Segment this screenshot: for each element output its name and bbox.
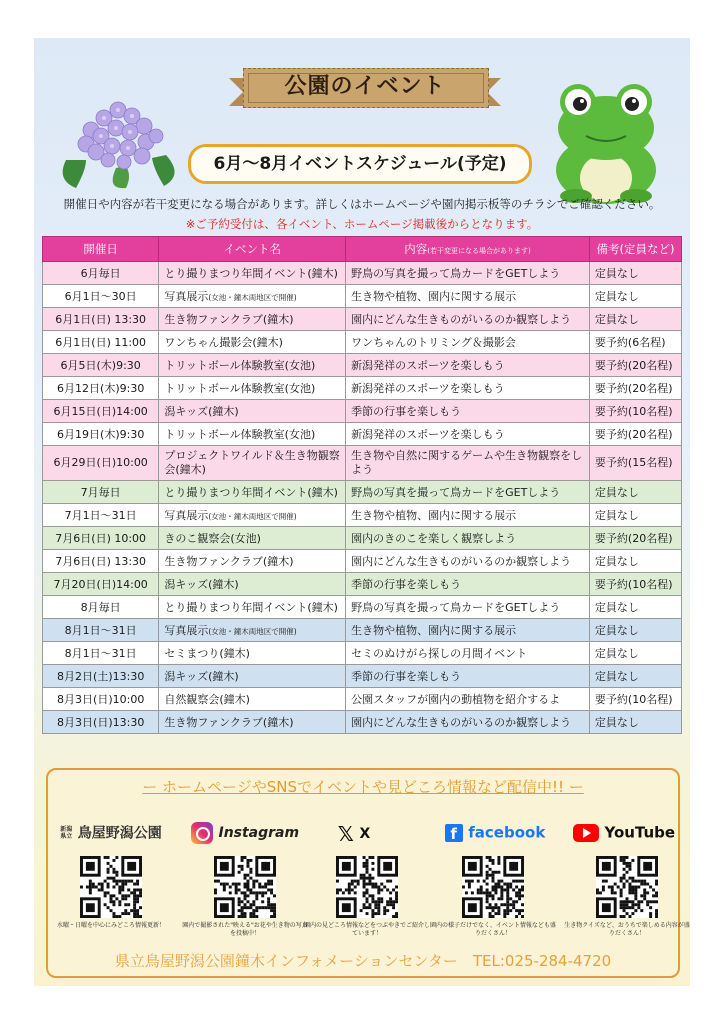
cell-date: 6月毎日 <box>43 262 159 285</box>
table-row <box>43 619 682 642</box>
cell-date: 8月1日～31日 <box>43 619 159 642</box>
table-row <box>43 354 682 377</box>
table-row <box>43 262 682 285</box>
cell-content: 新潟発祥のスポーツを楽しもう <box>346 354 590 377</box>
table-row <box>43 550 682 573</box>
cell-event: 写真展示(女池・鐘木両地区で開催) <box>159 619 346 642</box>
caption-facebook: 園内の様子だけでなく、イベント情報なども盛りだくさん！ <box>430 922 556 937</box>
cell-event: きのこ観察会(女池) <box>159 527 346 550</box>
cell-date: 8月3日(日)13:30 <box>43 711 159 734</box>
cell-date: 7月20日(日)14:00 <box>43 573 159 596</box>
cell-content: 季節の行事を楽しもう <box>346 665 590 688</box>
park-name: 鳥屋野潟公園 <box>77 825 162 842</box>
cell-date: 8月3日(日)10:00 <box>43 688 159 711</box>
cell-note: 定員なし <box>589 308 681 331</box>
cell-date: 8月1日～31日 <box>43 642 159 665</box>
table-row <box>43 285 682 308</box>
cell-event: 生き物ファンクラブ(鐘木) <box>159 550 346 573</box>
x-link[interactable]: 𝕏 X <box>337 822 371 846</box>
cell-date: 6月15日(日)14:00 <box>43 400 159 423</box>
cell-note: 定員なし <box>589 665 681 688</box>
cell-content: ワンちゃんのトリミング＆撮影会 <box>346 331 590 354</box>
cell-content: セミのぬけがら探しの月間イベント <box>346 642 590 665</box>
cell-content: 生き物や植物、園内に関する展示 <box>346 285 590 308</box>
cell-content: 季節の行事を楽しもう <box>346 573 590 596</box>
qr-code-youtube[interactable] <box>596 856 658 918</box>
cell-content: 野鳥の写真を撮って鳥カードをGETしよう <box>346 596 590 619</box>
cell-note: 要予約(10名程) <box>589 688 681 711</box>
cell-note: 要予約(20名程) <box>589 527 681 550</box>
cell-date: 7月6日(日) 10:00 <box>43 527 159 550</box>
table-row <box>43 400 682 423</box>
title-banner <box>243 60 487 112</box>
cell-note: 要予約(10名程) <box>589 573 681 596</box>
table-row <box>43 596 682 619</box>
qr-code-facebook[interactable] <box>462 856 524 918</box>
table-row <box>43 481 682 504</box>
table-row <box>43 308 682 331</box>
caption-x: 園内の見どころ情報などをつぶやきでご紹介しています！ <box>303 922 430 937</box>
cell-date: 6月1日(日) 11:00 <box>43 331 159 354</box>
cell-event: プロジェクトワイルド＆生き物観察会(鐘木) <box>159 446 346 481</box>
cell-content: 新潟発祥のスポーツを楽しもう <box>346 377 590 400</box>
caption-youtube: 生き物クイズなど、おうちで楽しめる内容が盛りだくさん！ <box>564 922 690 937</box>
page-title: 公園のイベント <box>284 74 446 99</box>
cell-note: 定員なし <box>589 285 681 308</box>
column-header-content: 内容(若干変更になる場合があります) <box>346 237 590 262</box>
cell-note: 定員なし <box>589 619 681 642</box>
cell-date: 6月5日(木)9:30 <box>43 354 159 377</box>
cell-event: セミまつり(鐘木) <box>159 642 346 665</box>
cell-content: 生き物や植物、園内に関する展示 <box>346 619 590 642</box>
info-center-contact: 県立鳥屋野潟公園鐘木インフォメーションセンター TEL:025-284-4720 <box>114 952 612 970</box>
cell-date: 6月29日(日)10:00 <box>43 446 159 481</box>
cell-content: 季節の行事を楽しもう <box>346 400 590 423</box>
cell-content: 生き物や自然に関するゲームや生き物観察をしよう <box>346 446 590 481</box>
cell-note: 定員なし <box>589 504 681 527</box>
instagram-link[interactable]: Instagram <box>190 822 300 848</box>
cell-content: 生き物や植物、園内に関する展示 <box>346 504 590 527</box>
cell-note: 定員なし <box>589 642 681 665</box>
cell-event: 潟キッズ(鐘木) <box>159 665 346 688</box>
facebook-link[interactable]: f facebook <box>440 822 550 848</box>
reservation-notice: ※ご予約受付は、各イベント、ホームページ掲載後からとなります。 <box>185 217 539 231</box>
cell-note: 要予約(15名程) <box>589 446 681 481</box>
cell-content: 園内にどんな生きものがいるのか観察しよう <box>346 550 590 573</box>
cell-note: 定員なし <box>589 481 681 504</box>
cell-content: 新潟発祥のスポーツを楽しもう <box>346 423 590 446</box>
cell-note: 要予約(10名程) <box>589 400 681 423</box>
cell-content: 園内にどんな生きものがいるのか観察しよう <box>346 308 590 331</box>
column-header-event: イベント名 <box>159 237 346 262</box>
column-header-date: 開催日 <box>43 237 159 262</box>
cell-note: 要予約(20名程) <box>589 354 681 377</box>
cell-note: 要予約(20名程) <box>589 377 681 400</box>
qr-code-website[interactable] <box>80 856 142 918</box>
table-row <box>43 504 682 527</box>
cell-note: 要予約(6名程) <box>589 331 681 354</box>
cell-content: 野鳥の写真を撮って鳥カードをGETしよう <box>346 262 590 285</box>
cell-date: 6月12日(木)9:30 <box>43 377 159 400</box>
table-row <box>43 331 682 354</box>
cell-event: 潟キッズ(鐘木) <box>159 400 346 423</box>
table-row <box>43 377 682 400</box>
cell-event: 生き物ファンクラブ(鐘木) <box>159 308 346 331</box>
cell-event: トリットボール体験教室(女池) <box>159 423 346 446</box>
caption-website: 水曜・日曜を中心にみどころ情報更新！ <box>56 922 165 929</box>
cell-content: 野鳥の写真を撮って鳥カードをGETしよう <box>346 481 590 504</box>
caption-instagram: 園内で撮影された"映える"お花や生き物の写真を投稿中！ <box>182 922 308 937</box>
qr-code-instagram[interactable] <box>214 856 276 918</box>
table-row <box>43 423 682 446</box>
table-row <box>43 446 682 481</box>
cell-event: とり撮りまつり年間イベント(鐘木) <box>159 262 346 285</box>
hydrangea-illustration <box>46 80 186 190</box>
cell-date: 7月毎日 <box>43 481 159 504</box>
column-header-note: 備考(定員など) <box>589 237 681 262</box>
cell-note: 定員なし <box>589 711 681 734</box>
park-website-link[interactable]: 新潟 県立 鳥屋野潟公園 <box>60 825 162 842</box>
table-row <box>43 642 682 665</box>
cell-event: とり撮りまつり年間イベント(鐘木) <box>159 481 346 504</box>
sns-headline: ー ホームページやSNSでイベントや見どころ情報など配信中!! ー <box>142 778 584 796</box>
cell-event: トリットボール体験教室(女池) <box>159 377 346 400</box>
sns-info-box <box>46 768 690 978</box>
cell-event: とり撮りまつり年間イベント(鐘木) <box>159 596 346 619</box>
cell-date: 7月6日(日) 13:30 <box>43 550 159 573</box>
cell-content: 公園スタッフが園内の動植物を紹介するよ <box>346 688 590 711</box>
frog-illustration <box>546 70 666 206</box>
cell-event: 自然観察会(鐘木) <box>159 688 346 711</box>
cell-date: 6月1日～30日 <box>43 285 159 308</box>
cell-event: 写真展示(女池・鐘木両地区で開催) <box>159 285 346 308</box>
facebook-icon: f <box>445 824 463 842</box>
cell-date: 6月19日(木)9:30 <box>43 423 159 446</box>
youtube-icon <box>573 824 599 842</box>
cell-event: 写真展示(女池・鐘木両地区で開催) <box>159 504 346 527</box>
x-icon: 𝕏 <box>337 822 354 846</box>
cell-content: 園内にどんな生きものがいるのか観察しよう <box>346 711 590 734</box>
cell-event: トリットボール体験教室(女池) <box>159 354 346 377</box>
youtube-link[interactable]: YouTube <box>572 822 676 848</box>
table-row <box>43 527 682 550</box>
qr-code-x[interactable] <box>336 856 398 918</box>
cell-note: 定員なし <box>589 262 681 285</box>
cell-date: 6月1日(日) 13:30 <box>43 308 159 331</box>
table-row <box>43 665 682 688</box>
cell-event: ワンちゃん撮影会(鐘木) <box>159 331 346 354</box>
cell-event: 潟キッズ(鐘木) <box>159 573 346 596</box>
event-poster <box>34 38 690 986</box>
table-row <box>43 573 682 596</box>
cell-date: 7月1日～31日 <box>43 504 159 527</box>
cell-note: 定員なし <box>589 596 681 619</box>
cell-event: 生き物ファンクラブ(鐘木) <box>159 711 346 734</box>
table-header-row <box>43 237 682 262</box>
event-schedule-table <box>42 236 682 734</box>
schedule-subtitle: 6月～8月イベントスケジュール(予定) <box>188 144 532 184</box>
table-row <box>43 688 682 711</box>
table-row <box>43 711 682 734</box>
cell-date: 8月毎日 <box>43 596 159 619</box>
notice-text: 開催日や内容が若干変更になる場合があります。詳しくはホームページや園内掲示板等のチラシでご確認ください。 <box>63 197 661 211</box>
cell-note: 要予約(20名程) <box>589 423 681 446</box>
cell-content: 園内のきのこを楽しく観察しよう <box>346 527 590 550</box>
cell-date: 8月2日(土)13:30 <box>43 665 159 688</box>
instagram-icon <box>191 822 213 844</box>
cell-note: 定員なし <box>589 550 681 573</box>
